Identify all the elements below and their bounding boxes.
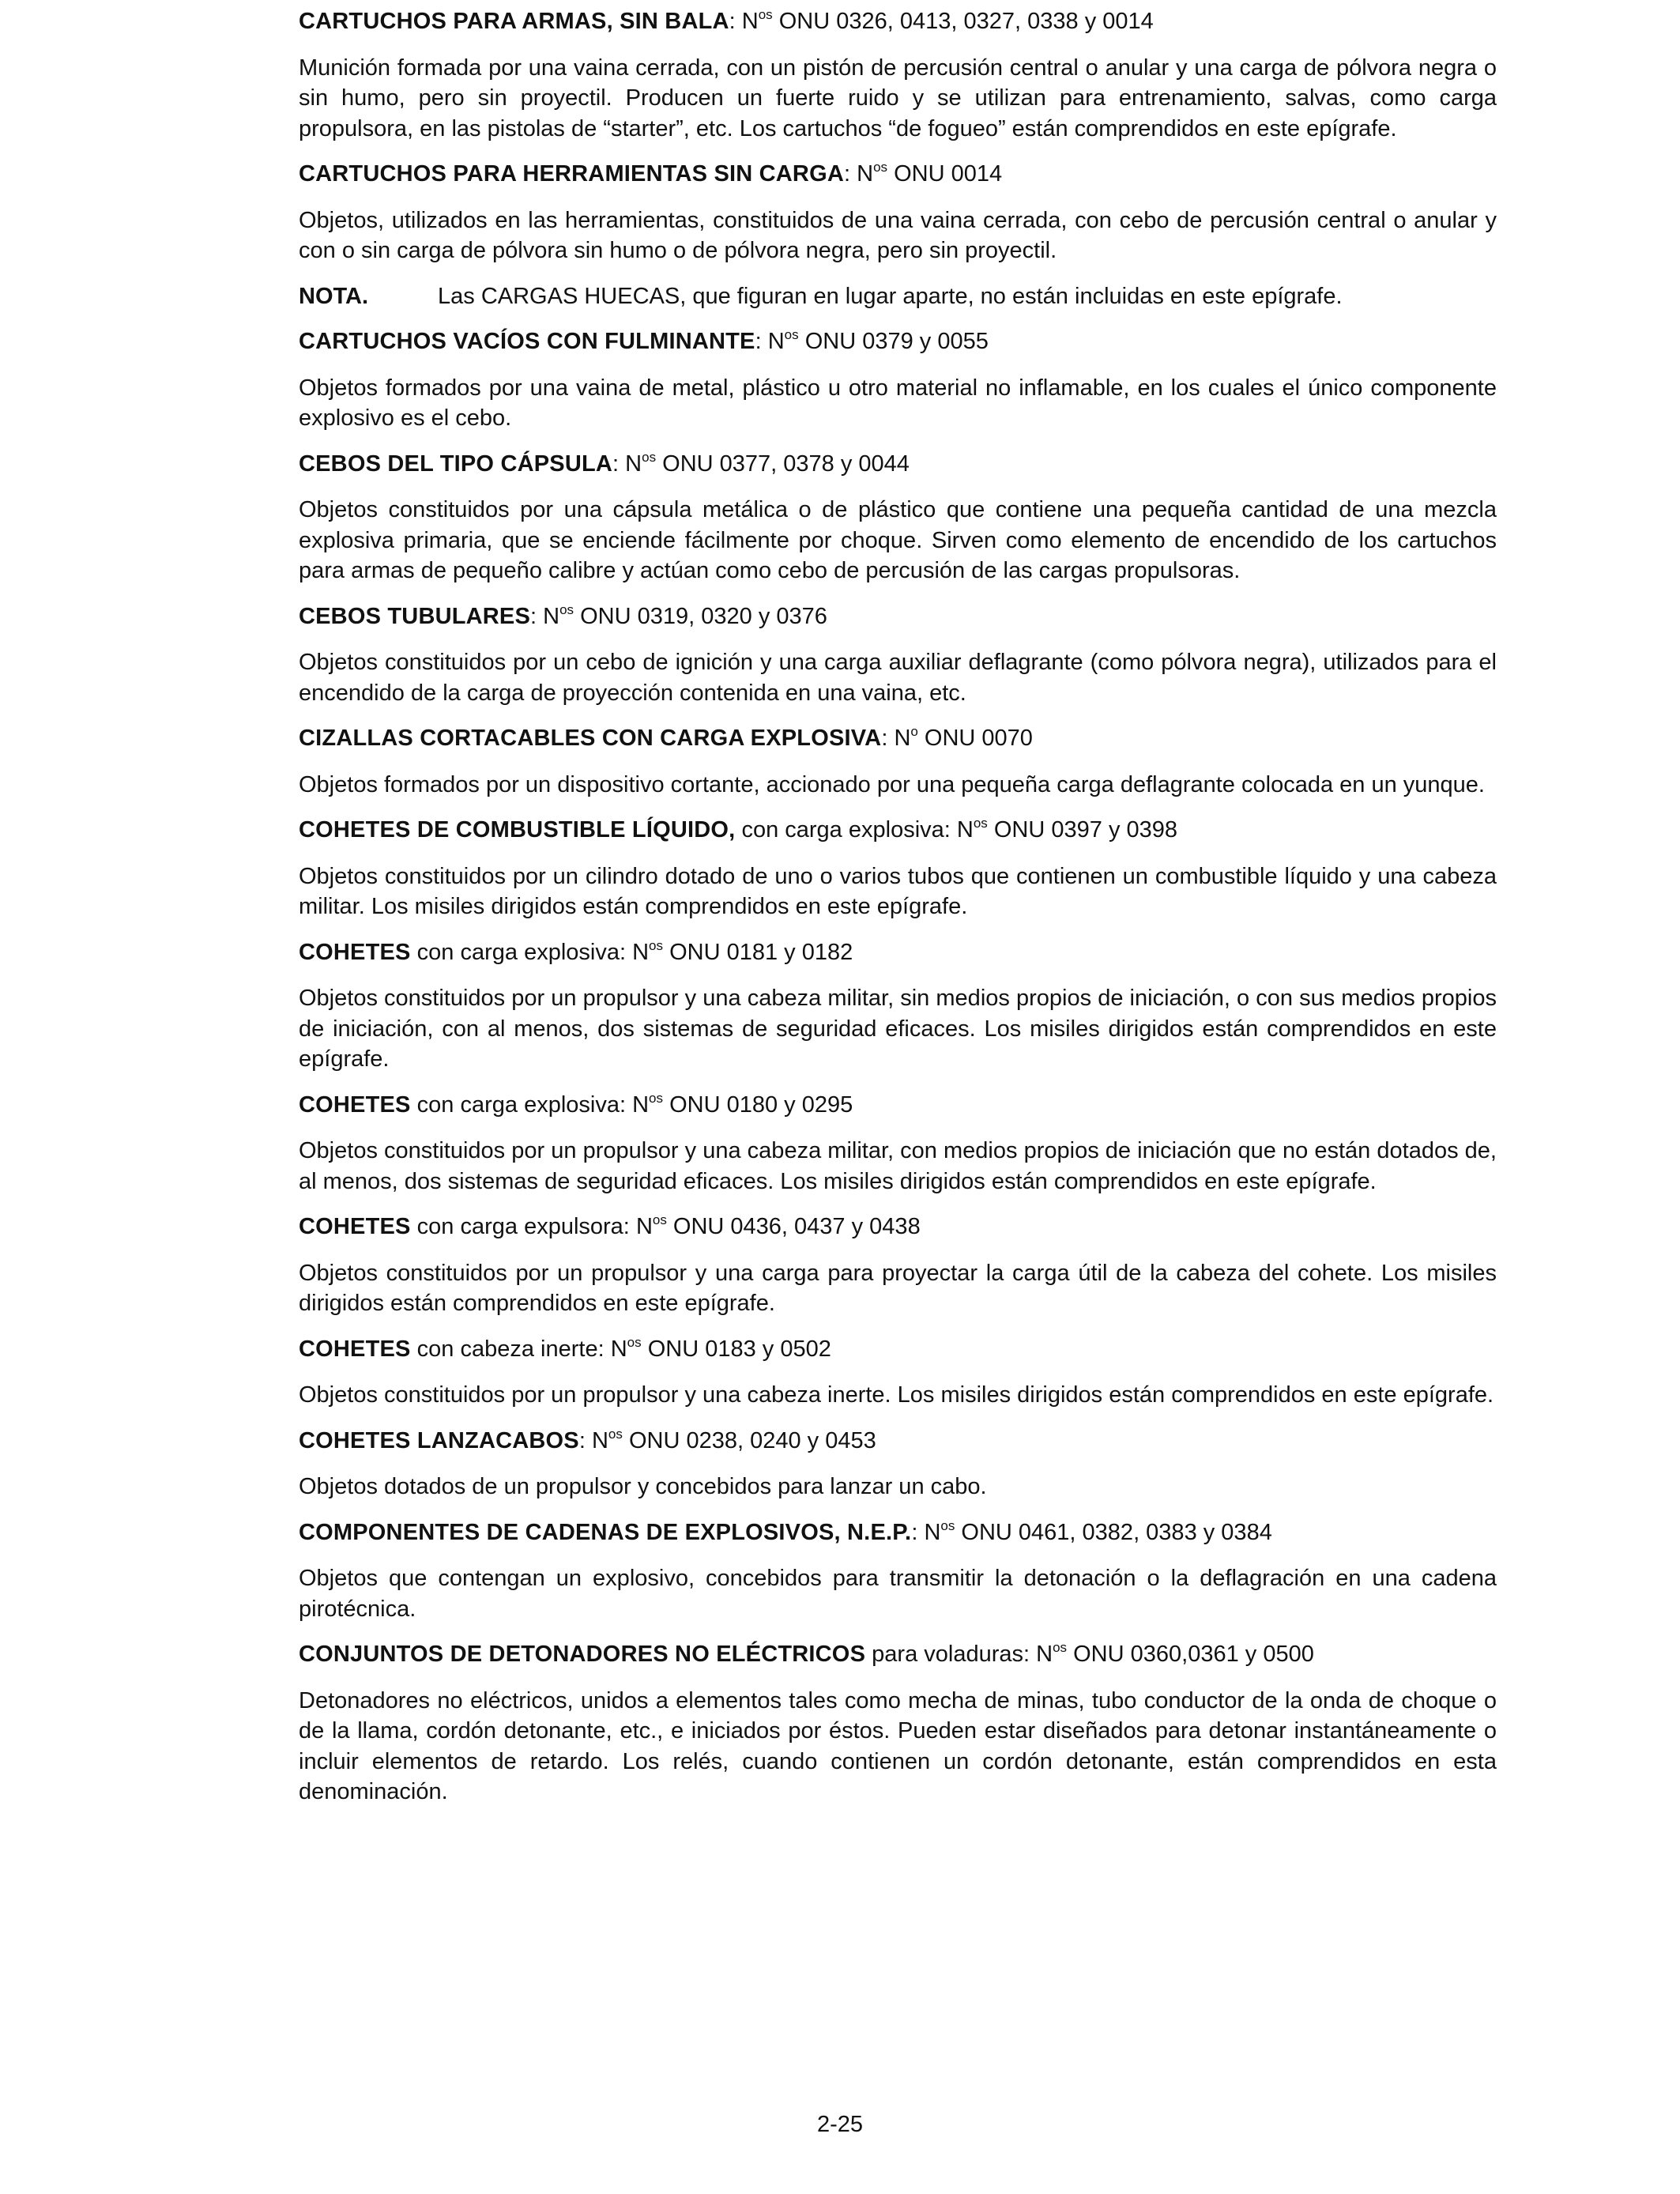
- entry-title: CARTUCHOS PARA HERRAMIENTAS SIN CARGA: [299, 161, 844, 187]
- entry-qualifier: :: [729, 9, 736, 34]
- number-label: N: [543, 603, 560, 629]
- number-label-superscript: os: [873, 160, 888, 175]
- entry-description: Objetos, utilizados en las herramientas, constituidos de una vaina cerrada, con cebo de percusión central o anular y con o sin carga de pólvora sin humo o de pólvora negra, pero sin proyectil.: [299, 207, 1497, 263]
- entry: [299, 723, 1497, 800]
- entry-title: COMPONENTES DE CADENAS DE EXPLOSIVOS, N.E.P.: [299, 1519, 912, 1545]
- entry-title: CEBOS TUBULARES: [299, 603, 531, 629]
- entry-description: Objetos constituidos por un propulsor y una cabeza militar, con medios propios de iniciación que no están dotados de, al menos, dos sistemas de seguridad eficaces. Los misiles dirigidos están comprendidos en este epígrafe.: [299, 1138, 1497, 1194]
- entry-description: Objetos constituidos por un propulsor y una cabeza inerte. Los misiles dirigidos están comprendidos en este epígrafe.: [299, 1382, 1494, 1408]
- entry-qualifier: :: [881, 726, 888, 751]
- entry-heading: [299, 1426, 1497, 1457]
- entry-title: COHETES LANZACABOS: [299, 1427, 579, 1453]
- number-label-superscript: os: [649, 937, 664, 953]
- un-numbers: ONU 0379 y 0055: [804, 329, 989, 354]
- entry-qualifier: con carga explosiva:: [741, 817, 951, 843]
- entry-heading: [299, 601, 1497, 632]
- entry-heading: [299, 1639, 1497, 1670]
- number-label: N: [591, 1427, 608, 1453]
- entry-qualifier: :: [911, 1519, 918, 1545]
- un-numbers: ONU 0436, 0437 y 0438: [672, 1214, 921, 1239]
- un-numbers: ONU 0014: [894, 161, 1003, 187]
- entry-description: Objetos constituidos por un propulsor y una carga para proyectar la carga útil de la cabeza del cohete. Los misiles dirigidos están comprendidos en este epígrafe.: [299, 1260, 1497, 1316]
- number-label-superscript: os: [559, 601, 574, 617]
- un-numbers: ONU 0360,0361 y 0500: [1073, 1642, 1314, 1667]
- number-label: N: [632, 939, 650, 965]
- entry-description: Objetos que contengan un explosivo, concebidos para transmitir la detonación o la deflagración en una cadena pirotécnica.: [299, 1566, 1497, 1622]
- entry-title: COHETES: [299, 1214, 411, 1239]
- entry-title: CONJUNTOS DE DETONADORES NO ELÉCTRICOS: [299, 1642, 866, 1667]
- entry: [299, 6, 1497, 144]
- entry-description: Objetos dotados de un propulsor y concebidos para lanzar un cabo.: [299, 1474, 987, 1499]
- un-numbers: ONU 0183 y 0502: [647, 1336, 831, 1362]
- number-label: N: [625, 450, 642, 477]
- note-text: Las CARGAS HUECAS, que figuran en lugar aparte, no están incluidas en este epígrafe.: [438, 283, 1343, 309]
- number-label-superscript: os: [940, 1517, 955, 1533]
- entry-qualifier: :: [578, 1427, 586, 1453]
- number-label-superscript: os: [608, 1426, 623, 1442]
- entry-description: Munición formada por una vaina cerrada, con un pistón de percusión central o anular y una carga de pólvora negra o sin humo, pero sin proyectil. Producen un fuerte ruido y se utilizan para entrenamiento, salvas, como carga propulsora, en las pistolas de “starter”, etc. Los cartuchos “de fogueo” están comprendidos en este epígrafe.: [299, 55, 1497, 141]
- entry-description: Objetos formados por una vaina de metal, plástico u otro material no inflamable, en los cuales el único componente explosivo es el cebo.: [299, 375, 1497, 431]
- entry-qualifier: :: [755, 329, 762, 354]
- number-label-superscript: os: [649, 1090, 664, 1106]
- entry: [299, 1334, 1497, 1411]
- entry: [299, 1090, 1497, 1197]
- number-label: N: [857, 161, 874, 187]
- entry: [299, 1517, 1497, 1625]
- un-numbers: ONU 0397 y 0398: [993, 817, 1178, 843]
- un-numbers: ONU 0070: [924, 726, 1033, 751]
- number-label-superscript: o: [910, 724, 918, 740]
- entry-qualifier: con carga explosiva:: [416, 939, 627, 965]
- entry: [299, 326, 1497, 434]
- entry-heading: [299, 723, 1497, 754]
- un-numbers: ONU 0461, 0382, 0383 y 0384: [961, 1519, 1272, 1545]
- entry-title: COHETES: [299, 1336, 411, 1362]
- entry-title: COHETES DE COMBUSTIBLE LÍQUIDO,: [299, 817, 736, 843]
- number-label-superscript: os: [973, 816, 988, 831]
- entry-title: CEBOS DEL TIPO CÁPSULA: [299, 450, 613, 477]
- entry-qualifier: con carga expulsora:: [416, 1214, 630, 1239]
- entry-description: Objetos constituidos por un cilindro dotado de uno o varios tubos que contienen un combustible líquido y una cabeza militar. Los misiles dirigidos están comprendidos en este epígrafe.: [299, 863, 1497, 919]
- entry-heading: [299, 815, 1497, 846]
- entry-title: COHETES: [299, 1091, 411, 1118]
- entry-heading: [299, 1517, 1497, 1548]
- number-label-superscript: os: [1053, 1640, 1068, 1656]
- number-label-superscript: os: [784, 327, 799, 343]
- document-page: [299, 6, 1497, 1823]
- entry-heading: [299, 449, 1497, 480]
- un-numbers: ONU 0377, 0378 y 0044: [662, 450, 910, 477]
- entry-qualifier: :: [530, 603, 537, 629]
- entry-qualifier: :: [843, 161, 851, 187]
- number-label: N: [741, 9, 759, 34]
- number-label: N: [635, 1214, 653, 1239]
- entry-description: Detonadores no eléctricos, unidos a elementos tales como mecha de minas, tubo conductor de la onda de choque o de la llama, cordón detonante, etc., e iniciados por éstos. Pueden estar diseñados para detonar instantáneamente o incluir elementos de retardo. Los relés, cuando contienen un cordón detonante, están comprendidos en esta denominación.: [299, 1687, 1497, 1804]
- un-numbers: ONU 0181 y 0182: [669, 939, 853, 965]
- un-numbers: ONU 0326, 0413, 0327, 0338 y 0014: [778, 9, 1154, 34]
- entry-qualifier: para voladuras:: [872, 1642, 1030, 1667]
- number-label: N: [610, 1336, 627, 1362]
- entry-heading: [299, 6, 1497, 37]
- entry-title: COHETES: [299, 939, 411, 965]
- entry: [299, 159, 1497, 266]
- entry: [299, 1426, 1497, 1502]
- entry: [299, 1639, 1497, 1808]
- entry-qualifier: con carga explosiva:: [416, 1091, 627, 1118]
- note: [299, 281, 1497, 312]
- entry-title: CIZALLAS CORTACABLES CON CARGA EXPLOSIVA: [299, 726, 882, 751]
- un-numbers: ONU 0319, 0320 y 0376: [580, 603, 827, 629]
- entry-heading: [299, 1212, 1497, 1242]
- number-label: N: [767, 329, 785, 354]
- entry: [299, 601, 1497, 709]
- number-label-superscript: os: [642, 449, 657, 465]
- entry: [299, 937, 1497, 1075]
- page-number: 2-25: [816, 2112, 864, 2137]
- entry-qualifier: :: [612, 450, 620, 477]
- entry-description: Objetos constituidos por una cápsula metálica o de plástico que contiene una pequeña cantidad de una mezcla explosiva primaria, que se enciende fácilmente por choque. Sirven como elemento de encendido de los cartuchos para armas de pequeño calibre y actúan como cebo de percusión de las cargas propulsoras.: [299, 497, 1497, 583]
- note-label: NOTA.: [299, 283, 369, 309]
- number-label-superscript: os: [652, 1212, 667, 1228]
- un-numbers: ONU 0180 y 0295: [669, 1091, 853, 1118]
- number-label-superscript: os: [758, 7, 773, 23]
- entry-description: Objetos constituidos por un cebo de ignición y una carga auxiliar deflagrante (como pólvora negra), utilizados para el encendido de la carga de proyección contenida en una vaina, etc.: [299, 650, 1497, 706]
- entry: [299, 449, 1497, 586]
- entry-title: CARTUCHOS PARA ARMAS, SIN BALA: [299, 9, 729, 34]
- entry: [299, 815, 1497, 922]
- number-label: N: [1036, 1642, 1053, 1667]
- number-label: N: [956, 817, 974, 843]
- entry-description: Objetos formados por un dispositivo cortante, accionado por una pequeña carga deflagrante colocada en un yunque.: [299, 771, 1485, 797]
- entry-heading: [299, 1090, 1497, 1121]
- entry-heading: [299, 326, 1497, 357]
- entry-title: CARTUCHOS VACÍOS CON FULMINANTE: [299, 329, 755, 354]
- number-label: N: [632, 1091, 650, 1118]
- un-numbers: ONU 0238, 0240 y 0453: [628, 1427, 876, 1453]
- entry-heading: [299, 937, 1497, 968]
- number-label: N: [924, 1519, 941, 1545]
- entry-heading: [299, 159, 1497, 190]
- entry: [299, 1212, 1497, 1319]
- number-label: N: [894, 726, 911, 751]
- number-label-superscript: os: [627, 1334, 642, 1350]
- entry-heading: [299, 1334, 1497, 1365]
- entry-description: Objetos constituidos por un propulsor y una cabeza militar, sin medios propios de iniciación, o con sus medios propios de iniciación, con al menos, dos sistemas de seguridad eficaces. Los misiles dirigidos están comprendidos en este epígrafe.: [299, 986, 1497, 1072]
- entry-qualifier: con cabeza inerte:: [416, 1336, 605, 1362]
